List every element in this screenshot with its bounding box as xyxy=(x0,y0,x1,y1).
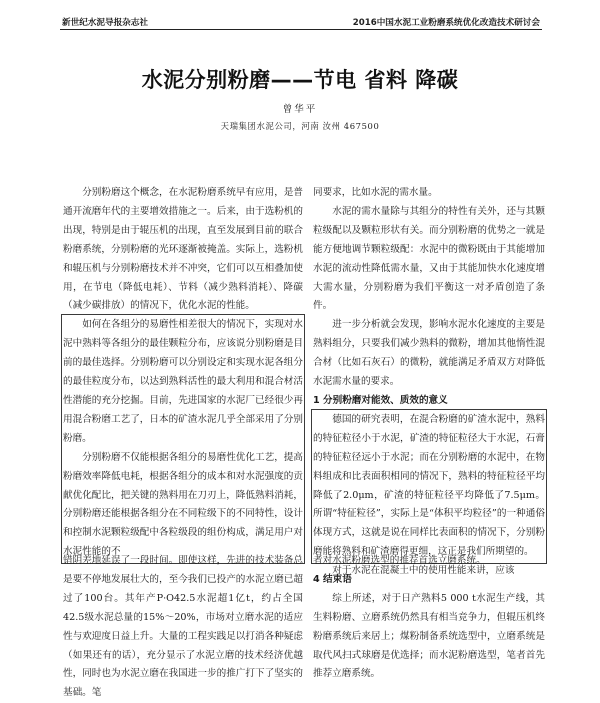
header-rule xyxy=(60,29,542,30)
body-column-left-top xyxy=(63,184,303,562)
paragraph: 分别粉磨这个概念，在水泥粉磨系统早有应用，是普通开流磨年代的主要增效措施之一。后来，由于选粉机的出现，特别是由于辊压机的出现，直至发展到目前的联合粉磨系统，分别粉磨的光环逐渐被掩盖。实际上，选粉机和辊压机与分别粉磨技术并不冲突，它们可以互相叠加使用，在节电（降低电耗）、节料（减少熟料消耗）、降碳（减少碳排放）的情况下，优化水泥的性能。 xyxy=(63,187,303,312)
author-affiliation: 天瑞集团水泥公司，河南 汝州 467500 xyxy=(220,121,380,131)
paragraph: 分别粉磨不仅能根据各组分的易磨性优化工艺，提高粉磨效率降低电耗，根据各组分的成本和对水泥强度的贡献优化配比，把关键的熟料用在刀刃上，降低熟料消耗，分别粉磨还能根据各组分在不同粒级下的不同特性，设计和控制水泥颗粒级配中各粒级段的组份构成，满足用户对水泥性能的不 xyxy=(63,451,303,558)
paragraph: 水泥的需水量除与其组分的特性有关外，还与其颗粒级配以及颗粒形状有关。而分别粉磨的优势之一就是能方便地调节颗粒级配：水泥中的微粉既由于其能增加水泥的流动性降低需水量，又由于其能加快水化速度增大需水量，分别粉磨为我们平衡这一对矛盾创造了条件。 xyxy=(313,205,545,312)
boxed-excerpt xyxy=(313,411,545,562)
paragraph: 者对水泥粉磨选型的推荐首选立磨系统。 xyxy=(313,555,486,566)
section-heading: 1 分别粉磨对能效、质效的意义 xyxy=(313,394,448,406)
author-name: 曾华平 xyxy=(282,104,318,115)
paragraph: 德国的研究表明，在混合粉磨的矿渣水泥中，熟料的特征粒径小于水泥，矿渣的特征粒径大于水泥，石膏的特征粒径远小于水泥；而在分别粉磨的水泥中，在物料组成和比表面积相同的情况下，熟料的特征粒径平均降低了2.0μm，矿渣的特征粒径平均降低了7.5μm。所谓“特征粒径”，实际上是“体积平均粒径”的一种通俗体现方式，这就是说在同样比表面积的情况下，分别粉磨能将熟料和矿渣磨得更细，这正是我们所期望的。 xyxy=(313,413,545,558)
paragraph: 综上所述，对于日产熟料5 000 t水泥生产线，其生料粉磨、立磨系统仍然具有相当竞争力，但辊压机终粉磨系统后来居上；煤粉制备系统选型中，立磨系统是取代风扫式球磨是优选择；而水泥粉磨选型，笔者首先推荐立磨系统。 xyxy=(313,592,545,680)
paragraph: 如何在各组分的易磨性相差很大的情况下，实现对水泥中熟料等各组分的最佳颗粒分布，应该说分别粉磨是目前的最佳选择。分别粉磨可以分别设定和实现水泥各组分的最佳粒度分布，以达到熟料活性的最大利用和混合材活性潜能的充分挖掘。目前，先进国家的水泥厂已经很少再用混合粉磨工艺了，日本的矿渣水泥几乎全部采用了分别粉磨。 xyxy=(63,319,303,444)
boxed-excerpt xyxy=(63,316,303,562)
body-column-right-bottom xyxy=(313,552,545,684)
running-header-right: 2016中国水泥工业粉磨系统优化改造技术研讨会 xyxy=(352,18,540,28)
paragraph: 对于水泥在混凝土中的使用性能来讲，应该 xyxy=(332,565,515,577)
body-column-left-bottom xyxy=(63,552,303,703)
body-column-right-top xyxy=(313,184,545,581)
paragraph: 同要求，比如水泥的需水量。 xyxy=(313,187,438,198)
section-heading: 4 结束语 xyxy=(313,573,352,585)
paragraph: 进一步分析就会发现，影响水泥水化速度的主要是熟料组分，只要我们减少熟料的微粉，增加其他惰性混合材（比如石灰石）的微粉，就能满足矛盾双方对降低水泥需水量的要求。 xyxy=(313,319,545,388)
running-header-left: 新世纪水泥导报杂志社 xyxy=(62,18,148,28)
paragraph: 错阴差地延误了一段时间。即使这样，先进的技术装备总是要不停地发展壮大的，至今我们已投产的水泥立磨已超过了100台。其年产P·O42.5水泥超1亿t，约占全国42.5级水泥总量的15%～20%，市场对立磨水泥的适应性与欢迎度日益上升。大量的工程实践足以打消各种疑虑（如果还有的话），充分显示了水泥立磨的技术经济优越性，同时也为水泥立磨在我国进一步的推广打下了坚实的基础。笔 xyxy=(63,555,303,699)
article-title: 水泥分别粉磨——节电 省料 降碳 xyxy=(141,68,459,92)
